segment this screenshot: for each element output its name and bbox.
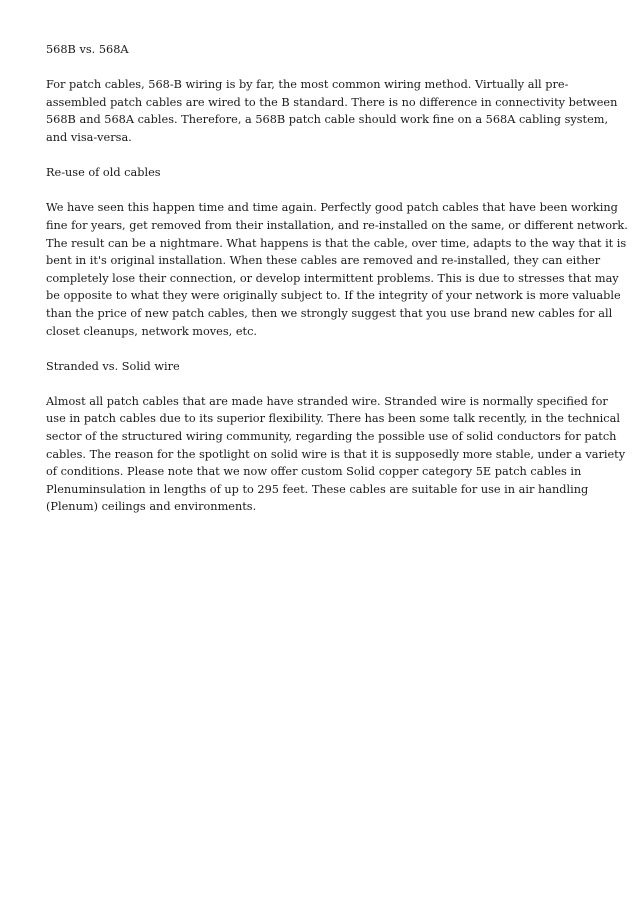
- section-heading: Stranded vs. Solid wire: [46, 359, 180, 373]
- paragraph-line: We have seen this happen time and time again. Perfectly good patch cables that have been working: [46, 201, 618, 215]
- document-page: [46, 41, 628, 534]
- paragraph-line: be opposite to what they were originally subject to. If the integrity of your network is more valuable: [46, 289, 621, 303]
- paragraph-line: sector of the structured wiring community, regarding the possible use of solid conductors for patch: [46, 430, 617, 444]
- paragraph-line: 568B and 568A cables. Therefore, a 568B patch cable should work fine on a 568A cabling system,: [46, 113, 609, 127]
- paragraph-line: completely lose their connection, or develop intermittent problems. This is due to stresses that may: [46, 271, 619, 285]
- section-paragraph: [46, 393, 626, 516]
- paragraph-line: and visa-versa.: [46, 130, 132, 144]
- paragraph-line: closet cleanups, network moves, etc.: [46, 324, 257, 338]
- paragraph-line: For patch cables, 568-B wiring is by far, the most common wiring method. Virtually all pre-: [46, 78, 569, 92]
- section-heading: Re-use of old cables: [46, 166, 161, 180]
- paragraph-line: Plenuminsulation in lengths of up to 295 feet. These cables are suitable for use in air handling: [46, 482, 589, 496]
- section-stranded-vs-solid-wire: [46, 358, 626, 516]
- paragraph-line: than the price of new patch cables, then we strongly suggest that you use brand new cables for all: [46, 306, 613, 320]
- section-reuse-of-old-cables: [46, 164, 628, 340]
- paragraph-line: fine for years, get removed from their installation, and re-installed on the same, or different network.: [46, 218, 628, 232]
- section-paragraph: [46, 76, 618, 146]
- paragraph-line: The result can be a nightmare. What happens is that the cable, over time, adapts to the way that it is: [46, 236, 627, 250]
- paragraph-line: cables. The reason for the spotlight on solid wire is that it is supposedly more stable, under a variety: [46, 447, 626, 461]
- paragraph-line: (Plenum) ceilings and environments.: [46, 500, 257, 514]
- section-paragraph: [46, 199, 628, 340]
- paragraph-line: assembled patch cables are wired to the B standard. There is no difference in connectivity between: [46, 95, 618, 109]
- section-568b-vs-568a: [46, 41, 618, 147]
- paragraph-line: bent in it's original installation. When these cables are removed and re-installed, they can either: [46, 254, 601, 268]
- paragraph-line: of conditions. Please note that we now offer custom Solid copper category 5E patch cables in: [46, 465, 582, 479]
- section-heading: 568B vs. 568A: [46, 43, 129, 56]
- paragraph-line: Almost all patch cables that are made have stranded wire. Stranded wire is normally specified for: [46, 394, 608, 408]
- paragraph-line: use in patch cables due to its superior flexibility. There has been some talk recently, in the technical: [46, 412, 620, 426]
